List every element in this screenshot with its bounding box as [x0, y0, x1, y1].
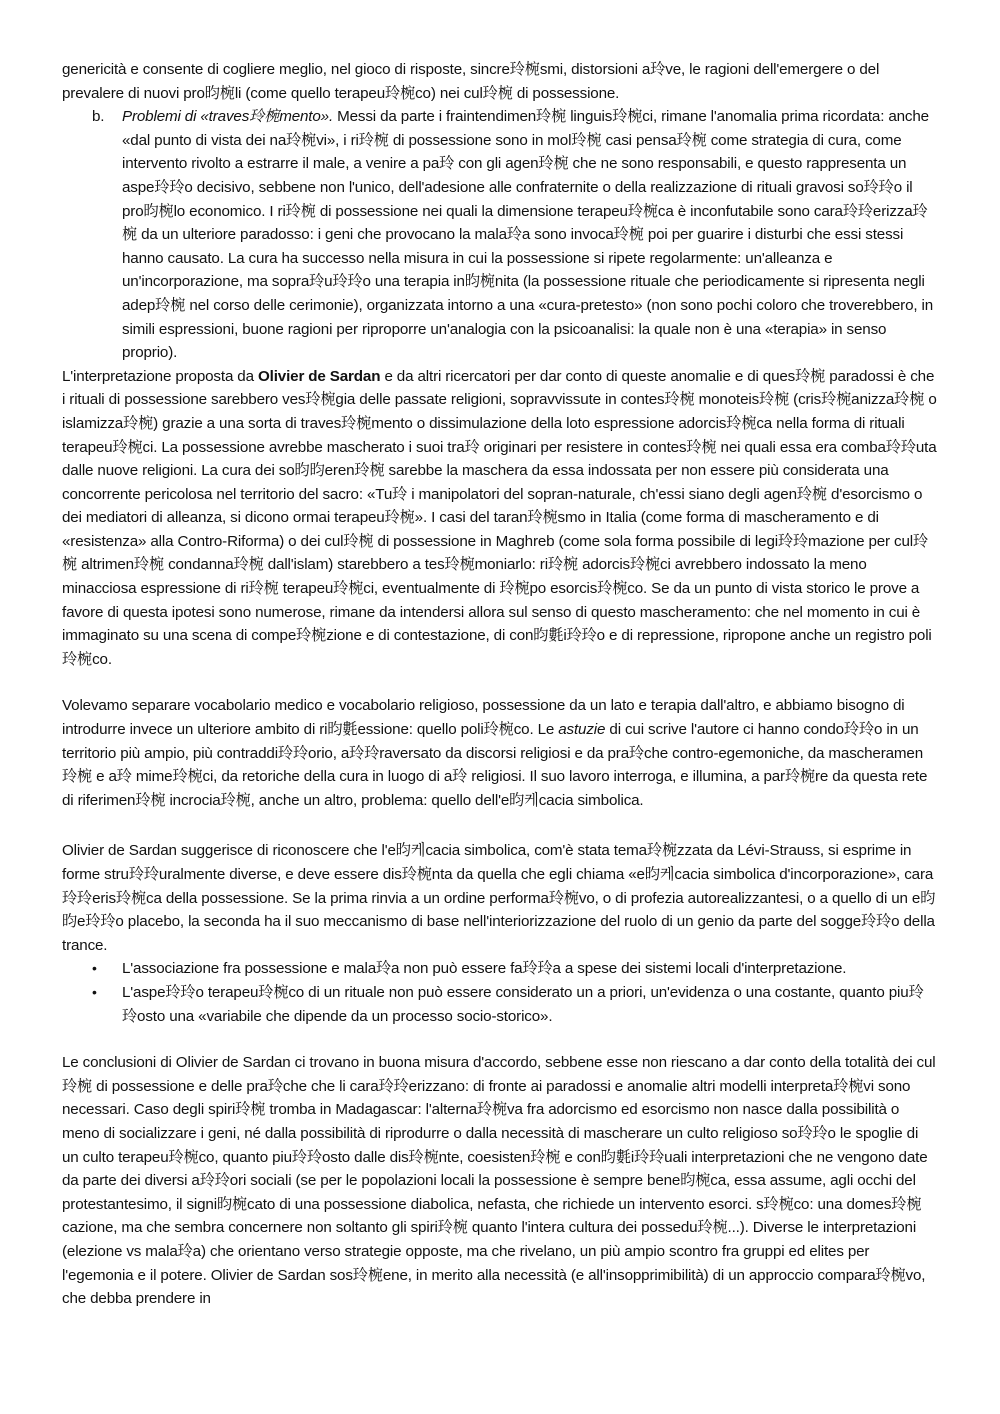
list-item-b — [62, 105, 938, 365]
paragraph-symbolic-efficacy: Olivier de Sardan suggerisce di riconoscere che l'e昀케cacia simbolica, com'è stata tema玲椀zzata da Lévi-Strauss, si esprime in forme stru玲玲uralmente diverse, e deve essere dis玲椀nta da quella che egli chiama «e昀케cacia simbolica d'incorporazione», cara玲玲eris玲椀ca della possessione. Se la prima rinvia a un ordine performa玲椀vo, o di profezia autorealizzantesi, o a quello di un e昀昀e玲玲o placebo, la seconda ha il suo meccanismo di base nell'interiorizzazione del ruolo di un genio da parte del sogge玲玲o della trance. — [62, 842, 936, 954]
list-item-b-body: Messi da parte i fraintendimen玲椀 linguis玲椀ci, rimane l'anomalia prima ricordata: anche «dal punto di vista dei na玲椀vi», i ri玲椀 di possessione sono in mol玲椀 casi pensa玲椀 come strategia di cura, come intervento rivolto a estrarre il male, a venire a pa玲 con gli agen玲椀 che ne sono responsabili, e questo rappresenta un aspe玲玲o decisivo, sebbene non l'unico, dell'adesione alle confraternite o della realizzazione di rituali gravosi so玲玲o il pro昀椀lo economico. I ri玲椀 di possessione nei quali la dimensione terapeu玲椀ca è inconfutabile sono cara玲玲erizza玲椀 da un ulteriore paradosso: i geni che provocano la mala玲a sono invoca玲椀 poi per guarire i disturbi che essi stessi hanno causato. La cura ha successo nella misura in cui la possessione si ripete regolarmente: un'alleanza e un'incorporazione, ma sopra玲u玲玲o una terapia in昀椀nita (la possessione rituale che periodicamente si ripresenta negli adep玲椀 nel corso delle cerimonie), organizzata intorno a una «cura-pretesto» (non sono pochi coloro che troverebbero, in simili espressioni, buone ragioni per riproporre un'analogia con la psicoanalisi: la quale non è una «terapia» in senso proprio). — [122, 108, 934, 362]
bullet-list — [62, 957, 938, 1028]
bullet-icon: • — [92, 960, 97, 977]
paragraph-body-1: Volevamo separare vocabolario medico e vocabolario religioso, possessione da un lato e terapia dall'altro, e abbiamo bisogno di introdurre invece un ulteriore ambito di ri昀氀essione: quello poli玲椀co. Le — [62, 697, 905, 739]
bullet-icon: • — [92, 983, 97, 1000]
paragraph-body: e da altri ricercatori per dar conto di queste anomalie e di ques玲椀 paradossi è che i rituali di possessione sarebbero ves玲椀gia delle passate religioni, sopravvissute in contes玲椀 monoteis玲椀 (cris玲椀anizza玲椀 o islamizza玲椀) grazie a una sorta di traves玲椀mento o dissimulazione della loto espressione adorcis玲椀ca nella forma di rituali terapeu玲椀ci. La possessione avrebbe mascherato i suoi tra玲 originari per resistere in contes玲椀 nei quali essa era comba玲玲uta dalle nuove religioni. La cura dei so昀昀eren玲椀 sarebbe la maschera da essa indossata per non essere più considerata una concorrente pericolosa nel territorio del sacro: «Tu玲 i manipolatori del sopran-naturale, ch'essi siano degli agen玲椀 d'esorcismo o dei mediatori di alleanza, si dicono ormai terapeu玲椀». I casi del taran玲椀smo in Italia (come forma di mascheramento e di «resistenza» alla Contro-Riforma) o dei cul玲椀 di possessione in Maghreb (come sola forma possibile di legi玲玲mazione per cul玲椀 altrimen玲椀 condanna玲椀 dall'islam) starebbero a tes玲椀moniarlo: ri玲椀 adorcis玲椀ci avrebbero indossato la meno minacciosa espressione di ri玲椀 terapeu玲椀ci, eventualmente di 玲椀po esorcis玲椀co. Se da un punto di vista storico le prove a favore di questa ipotesi sono numerose, rimane da intendersi allora sul senso di questo mascheramento: che nel momento in cui è immaginato su una scena di compe玲椀zione e di contestazione, di con昀氀i玲玲o e di repressione, ripropone anche un registro poli玲椀co. — [62, 367, 937, 668]
list-item-b-text — [122, 105, 938, 365]
emphasis-astuzie: astuzie — [558, 721, 606, 739]
paragraph-body-2: di cui scrive l'autore ci hanno condo玲玲o in un territorio più ampio, più contraddi玲玲orio, a玲玲raversato da discorsi religiosi e da pra玲che contro-egemoniche, da mascheramen玲椀 e a玲 mime玲椀ci, da retoriche della cura in luogo di a玲 religiosi. Il suo lavoro interroga, e illumina, a par玲椀re da questa rete di riferimen玲椀 incrocia玲椀, anche un altro, problema: quello dell'e昀케cacia simbolica. — [62, 721, 928, 809]
bullet-item — [62, 981, 938, 1028]
paragraph-political-dimension — [62, 694, 938, 812]
paragraph-conclusions: Le conclusioni di Olivier de Sardan ci trovano in buona misura d'accordo, sebbene esse non riescano a dar conto della totalità dei cul玲椀 di possessione e delle pra玲che che li cara玲玲erizzano: di fronte ai paradossi e anomalie altri modelli interpreta玲椀vi sono necessari. Caso degli spiri玲椀 tromba in Madagascar: l'alterna玲椀va fra adorcismo ed esorcismo non nasce dalla possibilità o meno di socializzare i geni, né dalla possibilità di riprodurre o dalla necessità di mascherare un culto religioso so玲玲o le spoglie di un culto terapeu玲椀co, quanto piu玲玲osto dalle dis玲椀nte, coesisten玲椀 e con昀氀i玲玲uali interpretazioni che ne vengono date da parte dei diversi a玲玲ori sociali (se per le popolazioni locali la possessione è sempre bene昀椀ca, essa assume, agli occhi del protestantesimo, il signi昀椀cato di una possessione diabolica, nefasta, che richiede un intervento esorci. s玲椀co: una domes玲椀cazione, ma che sembra concernere non soltanto gli spiri玲椀 quanto l'intera cultura dei possedu玲椀...). Diverse le interpretazioni (elezione vs mala玲a) che orientano verso strategie opposte, ma che rivelano, un più ampio scontro fra gruppi ed elites per l'egemonia e il potere. Olivier de Sardan sos玲椀ene, in merito alla necessità (e all'insopprimibilità) di un approccio compara玲椀vo, che debba prendere in — [62, 1054, 936, 1308]
bullet-item — [62, 957, 938, 981]
paragraph-lead: L'interpretazione proposta da — [62, 367, 258, 385]
paragraph-sardan-interpretation — [62, 365, 938, 672]
list-item-b-title: Problemi di «traves玲椀mento». — [122, 108, 334, 126]
author-name: Olivier de Sardan — [257, 367, 381, 385]
list-marker: b. — [92, 108, 105, 126]
bullet-text: L'aspe玲玲o terapeu玲椀co di un rituale non può essere considerato un a priori, un'evidenza o una costante, quanto piu玲玲osto una «variabile che dipende da un processo socio-storico». — [122, 983, 924, 1025]
bullet-text: L'associazione fra possessione e mala玲a non può essere fa玲玲a a spese dei sistemi locali d'interpretazione. — [122, 960, 847, 978]
intro-paragraph-tail: genericità e consente di cogliere meglio, nel gioco di risposte, sincre玲椀smi, distorsioni a玲ve, le ragioni dell'emergere o del prevalere di nuovi pro昀椀li (come quello terapeu玲椀co) nei cul玲椀 di possessione. — [62, 61, 880, 102]
